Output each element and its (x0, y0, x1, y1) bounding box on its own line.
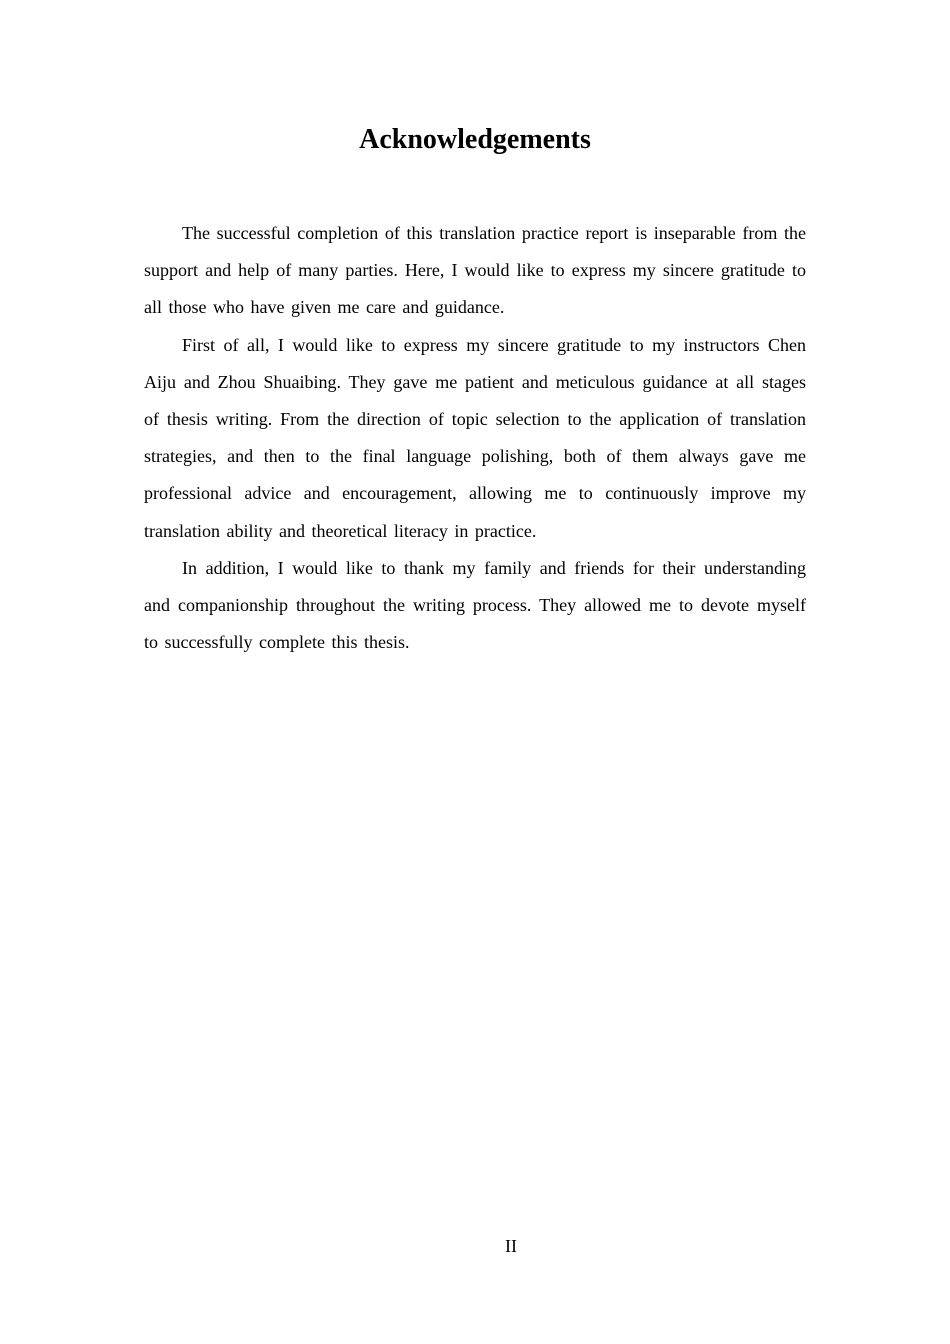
page-number: II (505, 1236, 517, 1256)
paragraph-family-friends: In addition, I would like to thank my family and friends for their understanding and companionship throughout the writing process. They allowed me to devote myself to successfully complete this thesis. (144, 557, 806, 653)
acknowledgements-body (144, 215, 806, 661)
paragraph-instructors: First of all, I would like to express my sincere gratitude to my instructors Chen Aiju and Zhou Shuaibing. They gave me patient and meticulous guidance at all stages of thesis writing. From the direction of topic selection to the application of translation strategies, and then to the final language polishing, both of them always gave me professional advice and encouragement, allowing me to continuously improve my translation ability and theoretical literacy in practice. (144, 334, 806, 541)
page-title: Acknowledgements (359, 124, 591, 155)
paragraph-intro: The successful completion of this translation practice report is inseparable from the support and help of many parties. Here, I would like to express my sincere gratitude to all those who have given me care and guidance. (144, 223, 806, 318)
